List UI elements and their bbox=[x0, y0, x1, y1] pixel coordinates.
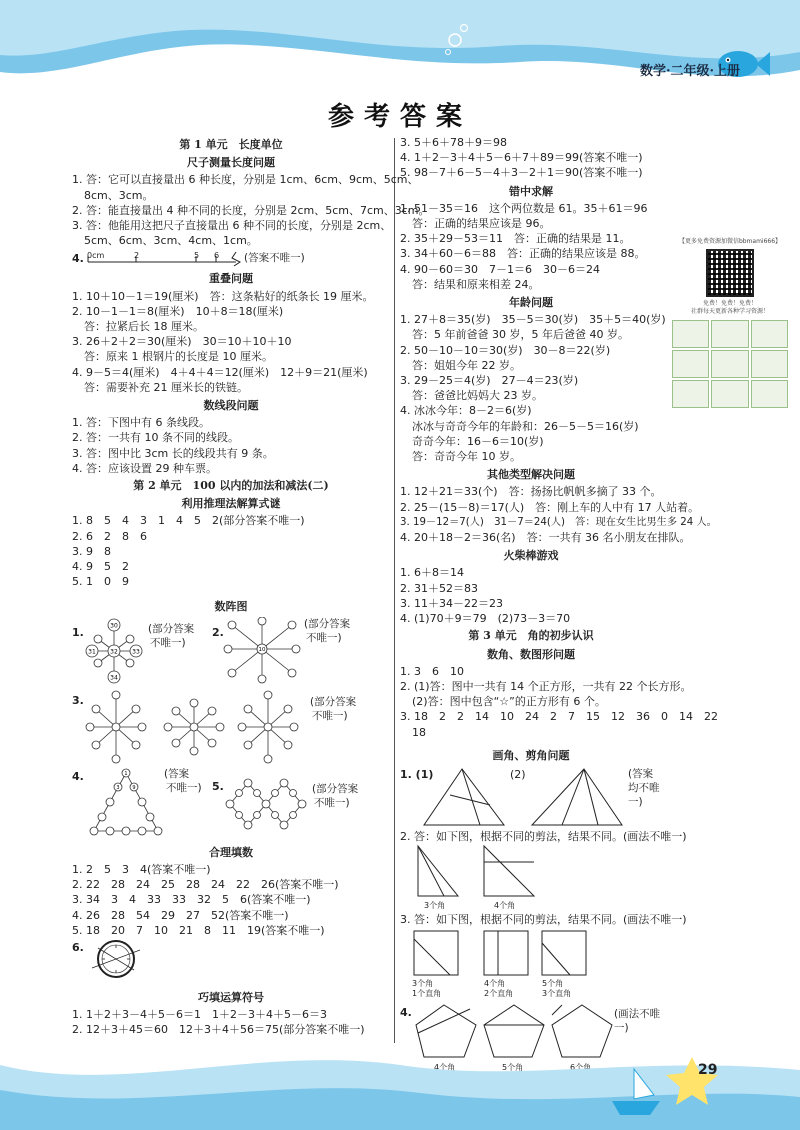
number-array-4 bbox=[86, 767, 166, 839]
promo-panel bbox=[672, 238, 788, 408]
book-subject-header: 数学·二年级·上册 bbox=[639, 64, 740, 79]
number-array-3 bbox=[82, 689, 312, 765]
question-number: 4. bbox=[400, 1006, 412, 1020]
answer-line: 4. 9 5 2 bbox=[72, 560, 129, 574]
answer-note: 不唯一) bbox=[312, 709, 348, 722]
ruler-tick-label: 5 bbox=[194, 251, 200, 261]
triangle-diagram-1 bbox=[420, 765, 510, 829]
answer-line: 3. 9 8 bbox=[72, 544, 111, 558]
answer-line: 4. 冰冰今年：8－2＝6(岁) bbox=[400, 404, 532, 418]
section-heading: 数线段问题 bbox=[203, 399, 259, 413]
array-value: 33 bbox=[132, 648, 140, 656]
answer-line: 1. 答：下图中有 6 条线段。 bbox=[72, 416, 210, 430]
figure-caption bbox=[542, 979, 571, 999]
answer-line: 2. 答：一共有 10 条不同的线段。 bbox=[72, 431, 239, 445]
answer-line: 1. 2 5 3 4(答案不唯一) bbox=[72, 862, 211, 876]
section-heading: 重叠问题 bbox=[209, 272, 253, 286]
answer-line: 1. 8 5 4 3 1 4 5 2(部分答案不唯一) bbox=[72, 514, 305, 528]
answer-line: 2. 12＋3＋45＝60 12＋3＋4＋56＝75(部分答案不唯一) bbox=[72, 1023, 365, 1037]
cut-triangle-2 bbox=[480, 844, 540, 900]
cut-square-3 bbox=[540, 929, 590, 979]
sub-question: (2) bbox=[510, 767, 526, 781]
answer-line: 3. 29－25＝4(岁) 27－4＝23(岁) bbox=[400, 374, 579, 388]
top-wave-banner bbox=[0, 0, 800, 110]
ruler-figure bbox=[72, 248, 390, 268]
figure-caption: 5个角 bbox=[502, 1063, 524, 1073]
section-heading: 尺子测量长度问题 bbox=[187, 156, 275, 170]
right-column bbox=[400, 135, 718, 1075]
caption-line: 4个角 bbox=[484, 979, 506, 989]
answer-line: 1. 12＋21＝33(个) 答：扬扬比帆帆多摘了 33 个。 bbox=[400, 485, 662, 499]
ruler-tick-label: 6 bbox=[214, 251, 220, 261]
answer-line: 冰冰与奇奇今年的年龄和：26－5－5＝16(岁) bbox=[412, 419, 639, 433]
answer-line: 4. 26 28 54 29 27 52(答案不唯一) bbox=[72, 908, 289, 922]
section-heading: 数阵图 bbox=[214, 600, 248, 614]
caption-line: 3个角 bbox=[412, 979, 434, 989]
answer-line: 5. 18 20 7 10 21 8 11 19(答案不唯一) bbox=[72, 923, 325, 937]
section-heading: 巧填运算符号 bbox=[198, 990, 264, 1004]
question-number: 3. bbox=[72, 693, 84, 707]
array-value: 1 bbox=[124, 770, 128, 777]
answer-note: 不唯一) bbox=[150, 636, 186, 649]
answer-line: 5. 1 0 9 bbox=[72, 575, 129, 589]
section-heading: 画角、剪角问题 bbox=[492, 748, 570, 762]
caption-line: 3个直角 bbox=[542, 989, 572, 999]
unit-3-heading: 第 3 单元 角的初步认识 bbox=[468, 629, 594, 643]
number-array-2 bbox=[222, 617, 302, 687]
answer-line: 4. 1＋2－3＋4＋5－6＋7＋89＝99(答案不唯一) bbox=[400, 151, 643, 165]
question-number: 5. bbox=[212, 779, 224, 793]
caption-line: 2个直角 bbox=[484, 989, 514, 999]
ruler-tick-label: 0cm bbox=[87, 251, 105, 261]
question-number: 1. bbox=[72, 625, 84, 639]
promo-text: 免费！免费！免费！ bbox=[702, 300, 757, 307]
section-heading: 其他类型解决问题 bbox=[487, 468, 575, 482]
answer-line: 答：需要补充 21 厘米长的铁链。 bbox=[84, 380, 248, 394]
answer-line: (2)答：图中包含“☆”的正方形有 6 个。 bbox=[412, 695, 606, 709]
answer-line: 2. 31＋52＝83 bbox=[400, 581, 478, 595]
answer-line: 3. 5＋6＋78＋9＝98 bbox=[400, 136, 507, 149]
figure-caption: 4个角 bbox=[434, 1063, 456, 1073]
answer-line: 1. 51－35＝16 这个两位数是 61。35＋61＝96 bbox=[400, 201, 648, 215]
answer-line: 18 bbox=[412, 725, 426, 739]
section-heading: 年龄问题 bbox=[509, 296, 553, 310]
answer-line: 1. 3 6 10 bbox=[400, 664, 464, 678]
answer-note: (答案不唯一) bbox=[244, 252, 305, 265]
column-divider bbox=[394, 138, 395, 1043]
figure-caption: 4个角 bbox=[494, 901, 516, 911]
answer-note: 不唯一) bbox=[166, 781, 202, 794]
caption-line: 5个角 bbox=[542, 979, 564, 989]
answer-line: 4. 20＋18－2＝36(名) 答：一共有 36 名小朋友在排队。 bbox=[400, 531, 691, 545]
array-value: 34 bbox=[110, 674, 118, 682]
question-number: 6. bbox=[72, 940, 84, 954]
section-heading: 数角、数图形问题 bbox=[487, 647, 575, 661]
bottom-wave-banner bbox=[0, 1035, 800, 1130]
answer-line: 2. 25－(15－8)＝17(人) 答：刚上车的人中有 17 人站着。 bbox=[400, 500, 700, 514]
answer-line: 5. 98－7＋6－5－4＋3－2＋1＝90(答案不唯一) bbox=[400, 166, 643, 180]
answer-line: 3. 34＋60－6＝88 答：正确的结果应该是 88。 bbox=[400, 247, 646, 261]
cut-triangle-1 bbox=[414, 844, 464, 900]
answer-line: 1. 答：它可以直接量出 6 种长度，分别是 1cm、6cm、9cm、5cm、 bbox=[72, 173, 419, 187]
answer-line: 1. 1＋2＋3－4＋5－6＝1 1＋2－3＋4＋5－6＝3 bbox=[72, 1008, 327, 1022]
page-number: 29 bbox=[698, 1062, 718, 1078]
promo-screenshots bbox=[672, 320, 788, 408]
answer-line: 2. 35＋29－53＝11 答：正确的结果是 11。 bbox=[400, 232, 631, 246]
ruler-tick-label: 2 bbox=[134, 251, 140, 261]
answer-line: 答：结果和原来相差 24。 bbox=[412, 277, 540, 291]
answer-line: 2. 50－10－10＝30(岁) 30－8＝22(岁) bbox=[400, 343, 611, 357]
answer-line: 4. 9－5＝4(厘米) 4＋4＋4＝12(厘米) 12＋9＝21(厘米) bbox=[72, 365, 368, 379]
number-array-1 bbox=[84, 617, 144, 687]
answer-line: 2. 答：如下图，根据不同的剪法，结果不同。(画法不唯一) bbox=[400, 829, 687, 843]
answer-line: 答：爸爸比妈妈大 23 岁。 bbox=[412, 389, 543, 403]
answer-line: 1. 27＋8＝35(岁) 35－5＝30(岁) 35＋5＝40(岁) bbox=[400, 313, 666, 327]
answer-line: 3. 11＋34－22＝23 bbox=[400, 596, 503, 610]
clock-figure bbox=[72, 938, 390, 980]
promo-thumb bbox=[711, 350, 748, 378]
answer-line: 3. 18 2 2 14 10 24 2 7 15 12 36 0 14 22 bbox=[400, 710, 718, 724]
ruler-diagram bbox=[86, 248, 256, 268]
promo-thumb bbox=[751, 320, 788, 348]
unit-2-heading: 第 2 单元 100 以内的加法和减法(二) bbox=[133, 479, 329, 493]
array-value: 10 bbox=[258, 646, 266, 653]
promo-thumb bbox=[751, 350, 788, 378]
answer-note: 不唯一) bbox=[314, 796, 350, 809]
answer-line: 答：正确的结果应该是 96。 bbox=[412, 217, 551, 231]
promo-text: 社群每天更新各种学习资源！ bbox=[690, 308, 769, 315]
array-value: 9 bbox=[132, 784, 136, 791]
answer-line: 答：奇奇今年 10 岁。 bbox=[412, 450, 521, 464]
answer-line: 答：原来 1 根钢片的长度是 10 厘米。 bbox=[84, 350, 273, 364]
answer-line: 4. 90－60＝30 7－1＝6 30－6＝24 bbox=[400, 262, 600, 276]
answer-note: (答案 bbox=[164, 767, 190, 780]
promo-thumb bbox=[711, 380, 748, 408]
question-number: 4. bbox=[72, 769, 84, 783]
question-number: 1. (1) bbox=[400, 767, 434, 781]
answer-line: 1. 6＋8＝14 bbox=[400, 566, 464, 580]
answer-note: 不唯一) bbox=[306, 631, 342, 644]
cut-square-1 bbox=[412, 929, 462, 979]
answer-line: 4. 答：应该设置 29 种车票。 bbox=[72, 461, 217, 475]
answer-line: 答：拉紧后长 18 厘米。 bbox=[84, 320, 204, 334]
page-title: 参考答案 bbox=[327, 102, 472, 132]
figure-caption bbox=[484, 979, 513, 999]
caption-line: 1个直角 bbox=[412, 989, 442, 999]
array-value: 3 bbox=[116, 784, 120, 791]
figure-caption: 6个角 bbox=[570, 1063, 592, 1073]
figure-caption bbox=[412, 979, 441, 999]
answer-note: (部分答案 bbox=[310, 695, 357, 708]
triangle-diagram-2 bbox=[528, 765, 628, 829]
promo-thumb bbox=[672, 350, 709, 378]
array-value: 31 bbox=[88, 648, 96, 656]
array-value: 30 bbox=[110, 622, 118, 630]
number-array-figures bbox=[72, 617, 390, 842]
unit-1-heading: 第 1 单元 长度单位 bbox=[179, 138, 283, 151]
promo-thumb bbox=[672, 320, 709, 348]
answer-note: (部分答案 bbox=[312, 782, 359, 795]
draw-angle-figure bbox=[400, 765, 662, 829]
promo-text: 【更多免费资源加微信bbmami666】 bbox=[678, 238, 782, 245]
promo-thumb bbox=[711, 320, 748, 348]
answer-line: 2. 答：能直接量出 4 种不同的长度，分别是 2cm、5cm、7cm、3cm。 bbox=[72, 203, 430, 217]
answer-line: 3. 答：如下图，根据不同的剪法，结果不同。(画法不唯一) bbox=[400, 913, 687, 927]
answer-line: 3. 答：图中比 3cm 长的线段共有 9 条。 bbox=[72, 446, 274, 460]
answer-line: 2. 6 2 8 6 bbox=[72, 529, 147, 543]
question-number: 4. bbox=[72, 252, 84, 266]
clock-icon bbox=[88, 938, 144, 980]
promo-thumb bbox=[672, 380, 709, 408]
section-heading: 火柴棒游戏 bbox=[503, 549, 559, 563]
answer-line: 答：5 年前爸爸 30 岁，5 年后爸爸 40 岁。 bbox=[412, 328, 629, 342]
answer-line: 答：姐姐今年 22 岁。 bbox=[412, 358, 521, 372]
section-heading: 合理填数 bbox=[209, 845, 253, 859]
answer-line: 1. 10＋10－1＝19(厘米) 答：这条粘好的纸条长 19 厘米。 bbox=[72, 289, 374, 303]
answer-line: 3. 19－12＝7(人) 31－7＝24(人) 答：现在女生比男生多 24 人。 bbox=[400, 516, 717, 528]
answer-line: 2. 22 28 24 25 28 24 22 26(答案不唯一) bbox=[72, 878, 339, 892]
answer-line: 2. 10－1－1＝8(厘米) 10＋8＝18(厘米) bbox=[72, 304, 284, 318]
qr-code-icon bbox=[706, 249, 754, 297]
answer-line: 2. (1)答：图中一共有 14 个正方形，一共有 22 个长方形。 bbox=[400, 679, 692, 693]
answer-line: 3. 34 3 4 33 33 32 5 6(答案不唯一) bbox=[72, 893, 311, 907]
section-heading: 利用推理法解算式谜 bbox=[181, 497, 281, 511]
cut-square-2 bbox=[482, 929, 532, 979]
answer-line: 3. 26＋2＋2＝30(厘米) 30＝10＋10＋10 bbox=[72, 335, 292, 349]
answer-line: 8cm、3cm。 bbox=[84, 188, 154, 202]
number-array-5 bbox=[222, 769, 312, 839]
section-heading: 错中求解 bbox=[509, 184, 553, 198]
figure-caption: 3个角 bbox=[424, 901, 446, 911]
cut-triangle-figure bbox=[400, 844, 662, 912]
answer-note: (部分答案 bbox=[304, 617, 351, 630]
promo-thumb bbox=[751, 380, 788, 408]
question-number: 2. bbox=[212, 625, 224, 639]
array-value: 32 bbox=[110, 648, 118, 656]
cut-square-figure bbox=[400, 927, 662, 1003]
answer-note: (画法不唯一) bbox=[614, 1008, 661, 1035]
answer-line: 5cm、6cm、3cm、4cm、1cm。 bbox=[84, 234, 258, 248]
answer-note: (部分答案 bbox=[148, 622, 195, 635]
answer-line: 3. 答：他能用这把尺子直接量出 6 种不同的长度，分别是 2cm、 bbox=[72, 219, 392, 233]
answer-note: (答案均不唯一) bbox=[628, 767, 660, 808]
answer-line: 奇奇今年：16－6＝10(岁) bbox=[412, 434, 544, 448]
answer-line: 4. (1)70＋9＝79 (2)73－3＝70 bbox=[400, 612, 571, 626]
